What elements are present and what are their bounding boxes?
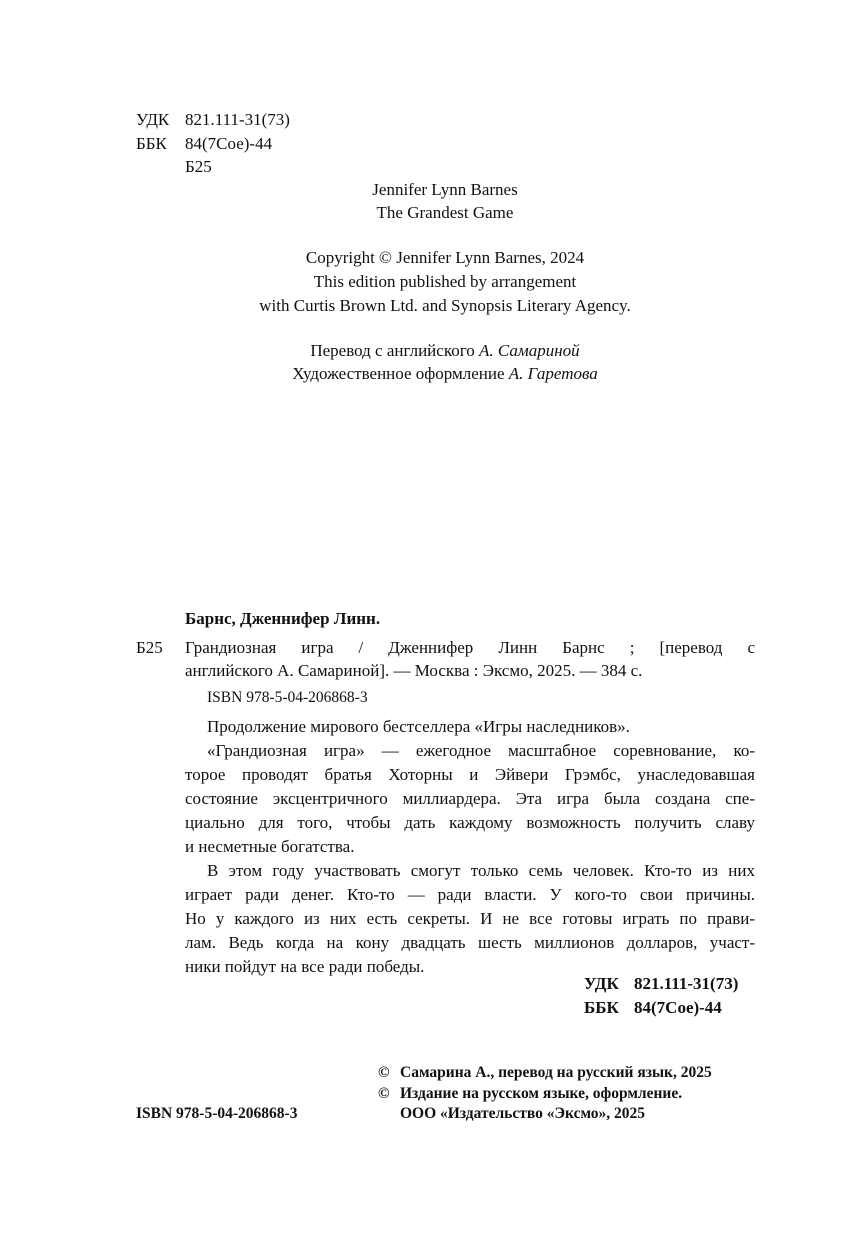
biblio-desc-line-1: Грандиозная игра / Дженнифер Линн Барнс ; [перевод с [185,638,755,657]
bottom-bbk-value: 84(7Сое)-44 [634,998,722,1017]
footer-publisher: ООО «Издательство «Эксмо», 2025 [400,1105,646,1122]
original-author: Jennifer Lynn Barnes [372,180,518,199]
bottom-udk-value: 821.111-31(73) [634,974,739,993]
annotation-p2-line: торое проводят братья Хоторны и Эйвери Грэмбс, унаследовавшая [185,765,755,784]
art-credit [0,362,845,386]
footer-copyright-symbol: © [378,1064,390,1081]
author-sign: Б25 [185,157,212,176]
biblio-isbn: ISBN 978-5-04-206868-3 [207,689,368,706]
annotation-p3-line: лам. Ведь когда на кону двадцать шесть миллионов долларов, участ- [185,933,755,952]
copyright-line-1: Copyright © Jennifer Lynn Barnes, 2024 [305,248,585,267]
translator-name: А. Самариной [479,341,580,360]
footer-isbn: ISBN 978-5-04-206868-3 [136,1105,298,1122]
biblio-desc-line-2: английского А. Самариной]. — Москва : Эксмо, 2025. — 384 с. [185,661,643,680]
artist-name: А. Гаретова [508,364,598,383]
annotation-p2-line: «Грандиозная игра» — ежегодное масштабное соревнование, ко- [207,741,755,760]
biblio-sign: Б25 [136,638,163,657]
footer-copyright-symbol: © [378,1085,390,1102]
annotation-p3-line: Но у каждого из них есть секреты. И не все готовы играть по прави- [185,909,755,928]
original-title: The Grandest Game [376,203,514,222]
bbk-label: ББК [136,134,167,153]
art-prefix: Художественное оформление [292,364,505,383]
annotation-p2-line: циально для того, чтобы дать каждому возможность получить славу [185,813,755,832]
annotation-p3-line: играет ради денег. Кто-то — ради власти. У кого-то свои причины. [185,885,755,904]
footer-edition-copyright: Издание на русском языке, оформление. [400,1085,683,1102]
udk-value: 821.111-31(73) [185,110,290,129]
annotation-p3-line: В этом году участвовать смогут только семь человек. Кто-то из них [207,861,755,880]
biblio-heading: Барнс, Дженнифер Линн. [185,609,381,628]
bottom-udk-label: УДК [584,974,619,993]
translation-credit [0,339,845,363]
copyright-line-2: This edition published by arrangement [313,272,577,291]
udk-label: УДК [136,110,170,129]
annotation-p2-line: состояние эксцентричного миллиардера. Эта игра была создана спе- [185,789,755,808]
footer-translation-copyright: Самарина А., перевод на русский язык, 2025 [400,1064,712,1081]
annotation-p1: Продолжение мирового бестселлера «Игры наследников». [207,717,630,736]
bbk-value: 84(7Сое)-44 [185,134,273,153]
translation-prefix: Перевод с английского [310,341,475,360]
copyright-line-3: with Curtis Brown Ltd. and Synopsis Literary Agency. [259,296,631,315]
annotation-p3-line: ники пойдут на все ради победы. [185,957,425,976]
annotation-p2-line: и несметные богатства. [185,837,355,856]
bottom-bbk-label: ББК [584,998,619,1017]
